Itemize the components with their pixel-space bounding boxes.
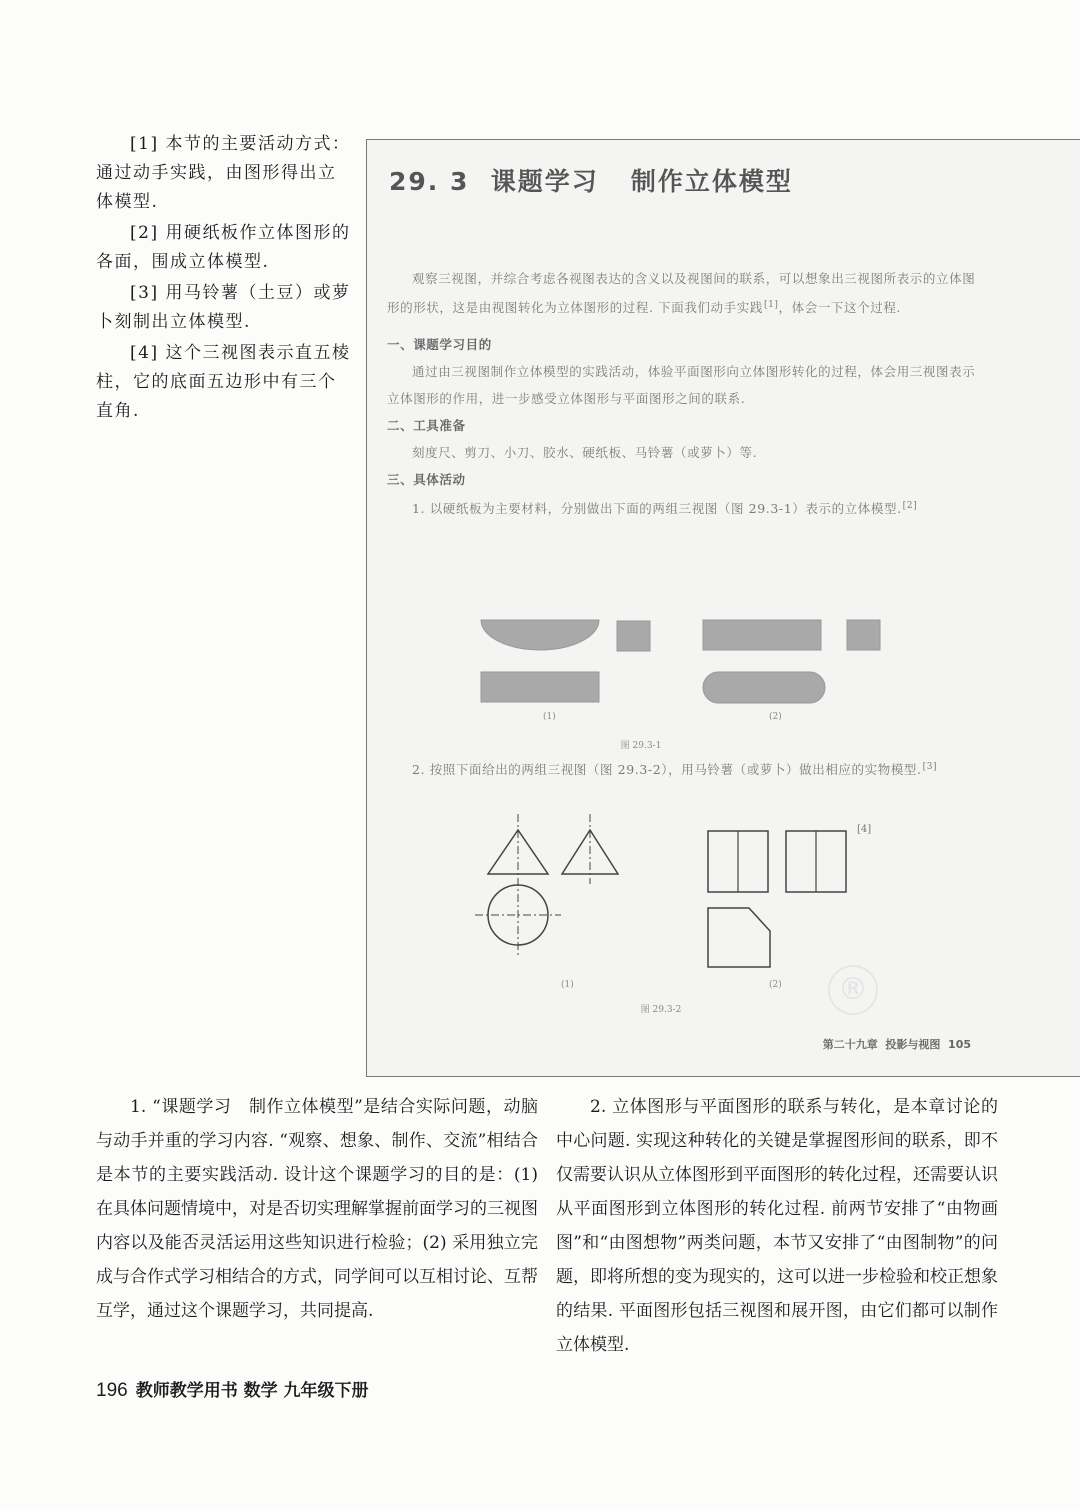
three-view-drawings-1 (367, 610, 1080, 760)
page-footer (96, 1376, 369, 1402)
embedded-page-footer: 第二十九章 投影与视图 105 (822, 1038, 971, 1051)
intro-paragraph (387, 265, 977, 321)
commentary-left-column (96, 1090, 538, 1328)
figure-2-note-ref: [4] (857, 824, 872, 835)
stadium-view (703, 672, 825, 703)
registered-watermark: ® (828, 965, 878, 1015)
embedded-textbook-page (366, 139, 1080, 1077)
margin-note-4: [4] 这个三视图表示直五棱柱，它的底面五边形中有三个直角. (96, 343, 351, 421)
note-ref-2: [2] (902, 501, 918, 512)
figure-2-sub-1: (1) (561, 980, 574, 990)
figure-29-3-2 (367, 808, 1080, 1018)
section-heading-2: 二、工具准备 (387, 418, 466, 434)
embedded-page-title: 29. 3 课题学习 制作立体模型 (389, 167, 793, 196)
figure-2-caption: 图 29.3-2 (640, 1005, 682, 1015)
book-title: 教师教学用书 数学 九年级下册 (135, 1381, 369, 1401)
intro-tail: ，体会一下这个过程. (778, 300, 901, 316)
margin-note-1: [1] 本节的主要活动方式：通过动手实践，由图形得出立体模型. (96, 134, 351, 212)
long-rect-view-1 (481, 672, 599, 702)
activity-item-1 (387, 493, 977, 522)
page-number: 196 (96, 1380, 128, 1401)
half-disc-view (481, 620, 599, 650)
note-ref-3: [3] (922, 762, 938, 772)
figure-2-sub-2: (2) (769, 980, 782, 990)
commentary-paragraph-1: 1. “课题学习 制作立体模型”是结合实际问题，动脑与动手并重的学习内容. “观察、想象、制作、交流”相结合是本节的主要实践活动. 设计这个课题学习的目的是：(1) 在具体问题情境中，对是否切实理解掌握前面学习的三视图内容以及能否灵活运用这些知识进行检验；(2) 采用独立完成与合作式学习相结合的方式，同学间可以互相讨论、互帮互学，通过这个课题学习，共同提高. (96, 1097, 538, 1321)
commentary-right-column (556, 1090, 998, 1362)
small-square-view-1 (617, 621, 650, 651)
activity-item-1-text: 1. 以硬纸板为主要材料，分别做出下面的两组三视图（图 29.3-1）表示的立体模型. (412, 501, 902, 517)
section-body-1: 通过由三视图制作立体模型的实践活动，体验平面图形向立体图形转化的过程，体会用三视图表示立体图形的作用，进一步感受立体图形与平面图形之间的联系. (387, 364, 976, 407)
intro-text: 观察三视图，并综合考虑各视图表达的含义以及视图间的联系，可以想象出三视图所表示的立体图形的形状，这是由视图转化为立体图形的过程. 下面我们动手实践 (387, 271, 976, 316)
commentary-paragraph-2: 2. 立体图形与平面图形的联系与转化，是本章讨论的中心问题. 实现这种转化的关键是掌握图形间的联系，即不仅需要认识从立体图形到平面图形的转化过程，还需要认识从平面图形到立体图形的转化过程. 前两节安排了“由物画图”和“由图想物”两类问题，本节又安排了“由图制物”的问题，即将所想的变为现实的，这可以进一步检验和校正想象的结果. 平面图形包括三视图和展开图，由它们都可以制作立体模型. (556, 1097, 998, 1355)
figure-1-caption: 图 29.3-1 (620, 741, 662, 751)
figure-1-sub-2: (2) (769, 712, 782, 722)
margin-notes (96, 130, 354, 428)
section-heading-1: 一、课题学习目的 (387, 337, 492, 353)
margin-note-2: [2] 用硬纸板作立体图形的各面，围成立体模型. (96, 223, 351, 272)
long-rect-view-2 (703, 620, 821, 650)
embedded-page-body (387, 265, 977, 522)
figure-29-3-1 (367, 610, 1080, 760)
figure-1-sub-1: (1) (543, 712, 556, 722)
note-ref-1: [1] (763, 300, 779, 310)
section-body-2: 刻度尺、剪刀、小刀、胶水、硬纸板、马铃薯（或萝卜）等. (412, 445, 758, 461)
section-heading-3: 三、具体活动 (387, 472, 466, 488)
activity-item-2-text: 2. 按照下面给出的两组三视图（图 29.3-2），用马铃薯（或萝卜）做出相应的实物模型. (412, 762, 922, 778)
small-square-view-2 (847, 620, 880, 650)
three-view-drawings-2 (367, 808, 1080, 1018)
prism-top-view (708, 908, 770, 967)
activity-item-2 (387, 754, 977, 783)
margin-note-3: [3] 用马铃薯（土豆）或萝卜刻制出立体模型. (96, 283, 351, 332)
